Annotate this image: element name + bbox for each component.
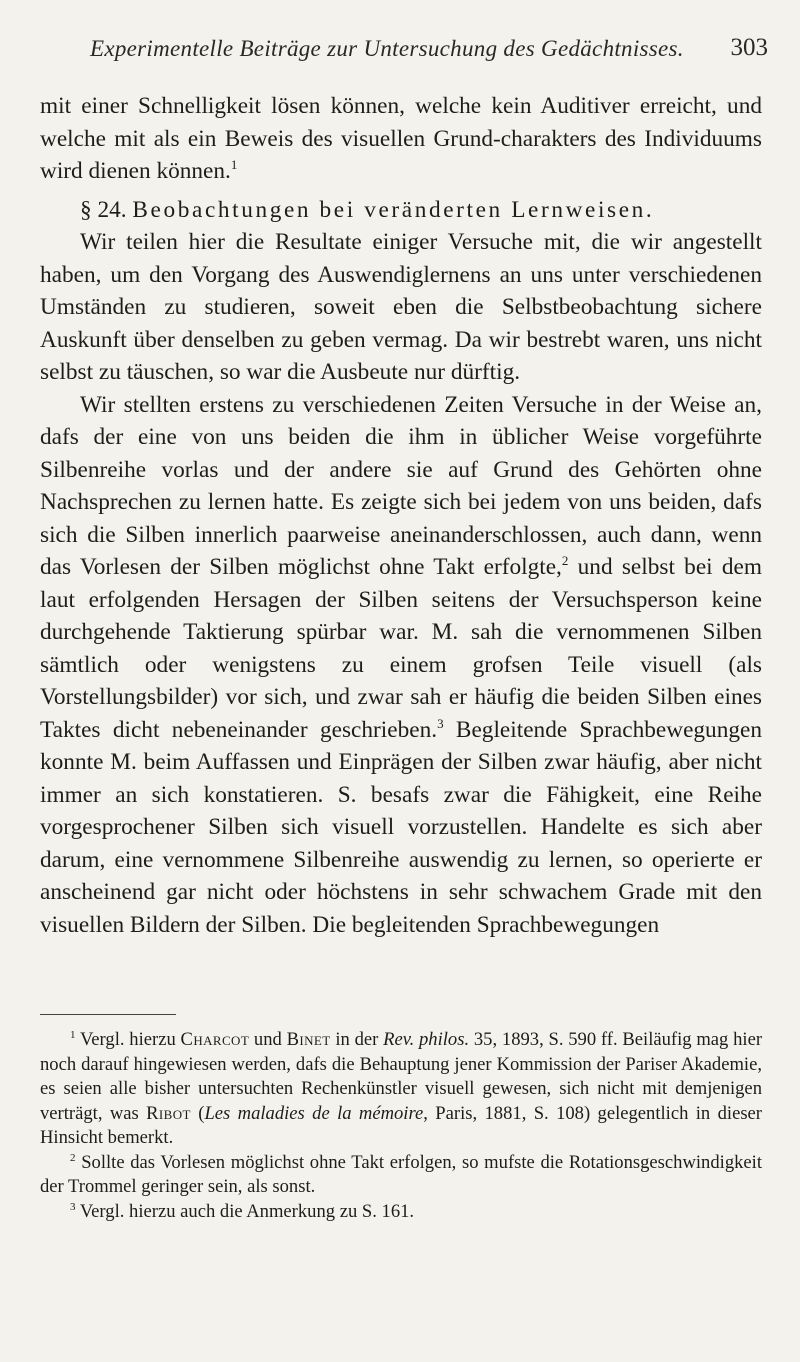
paragraph-1: mit einer Schnelligkeit lösen können, welche kein Auditiver erreicht, und welche mit als ein Beweis des visuellen Grund-charakters des Individuums wird dienen können.$^1$ — [40, 93, 762, 184]
page-number: 303 — [730, 34, 768, 61]
footnote-2: $^2$ Sollte das Vorlesen möglichst ohne Takt erfolgen, so mufste die Rotationsgeschwindigkeit der Trommel geringer sein, als sonst. — [40, 1151, 762, 1197]
section-heading — [40, 194, 762, 227]
paragraph-3: Wir stellten erstens zu verschiedenen Zeiten Versuche in der Weise an, dafs der eine von uns beiden die ihm in üblicher Weise vorgeführte Silbenreihe vorlas und der andere sie auf Grund des Gehörten ohne Nachsprechen zu lernen hatte. Es zeigte sich bei jedem von uns beiden, dafs sich die Silben innerlich paarweise aneinanderschlossen, auch dann, wenn das Vorlesen der Silben möglichst ohne Takt erfolgte,$^2$ und selbst bei dem laut erfolgenden Hersagen der Silben seitens der Versuchsperson keine durchgehende Taktierung spürbar war. M. sah die vernommenen Silben sämtlich oder wenigstens zu einem grofsen Teile visuell (als Vorstellungsbilder) vor sich, und zwar sah er häufig die beiden Silben eines Taktes dicht nebeneinander geschrieben.$^3$ Begleitende Sprachbewegungen konnte M. beim Auffassen und Einprägen der Silben zwar häufig, aber nicht immer an sich konstatieren. S. besafs zwar die Fähigkeit, eine Reihe vorgesprochener Silben sich visuell vorzustellen. Handelte es sich aber darum, eine vernommene Silbenreihe auswendig zu lernen, so operierte er anscheinend gar nicht oder höchstens in sehr schwachem Grade mit den visuellen Bildern der Silben. Die begleitenden Sprachbewegungen — [40, 391, 762, 938]
footnote-ref-1: 1 — [230, 157, 238, 172]
footnotes — [40, 1028, 762, 1224]
running-head — [0, 30, 800, 70]
body-text — [40, 90, 762, 941]
running-title: Experimentelle Beiträge zur Untersuchung des Gedächtnisses. — [90, 36, 684, 61]
footnote-ref-3: 3 — [437, 715, 444, 731]
author-binet: Binet — [286, 1029, 331, 1050]
book-title: Les maladies de la mémoire — [204, 1102, 424, 1124]
section-number: § 24. — [80, 196, 127, 223]
footnote-ref-2: 2 — [561, 553, 569, 568]
footnote-1: $^1$ Vergl. hierzu Charcot und Binet in der Rev. philos. 35, 1893, S. 590 ff. Beiläufig mag hier noch darauf hingewiesen werden, dafs die Behauptung jener Kommission der Pariser Akademie, es seien alle bisher untersuchten Rechenkünstler visuell gewesen, sich nicht mit demjenigen verträgt, was Ribot (Les maladies de la mémoire, Paris, 1881, S. 108) gelegentlich in dieser Hinsicht bemerkt. — [40, 1029, 763, 1148]
author-charcot: Charcot — [180, 1029, 250, 1050]
paragraph-2: Wir teilen hier die Resultate einiger Versuche mit, die wir angestellt haben, um den Vorgang des Auswendiglernens an uns unter verschiedenen Umständen zu studieren, soweit eben die Selbstbeobachtung sichere Auskunft über denselben zu geben vermag. Da wir bestrebt waren, uns nicht selbst zu täuschen, so war die Ausbeute nur dürftig. — [40, 229, 762, 385]
footnote-3: $^3$ Vergl. hierzu auch die Anmerkung zu S. 161. — [70, 1200, 415, 1222]
journal-title: Rev. philos. — [383, 1029, 470, 1050]
author-ribot: Ribot — [146, 1102, 191, 1124]
section-title: Beobachtungen bei veränderten Lernweisen. — [132, 196, 655, 223]
footnote-rule — [40, 1014, 176, 1015]
